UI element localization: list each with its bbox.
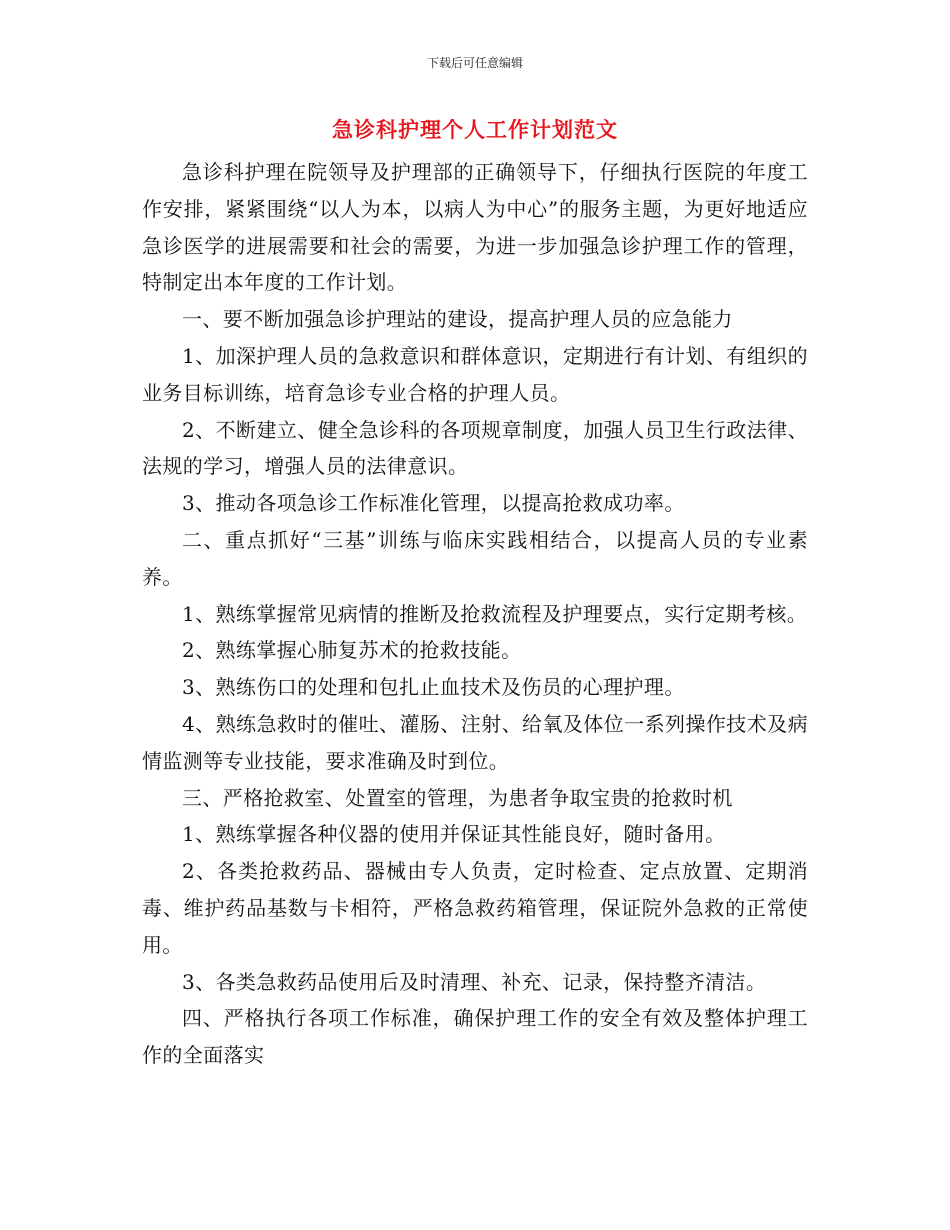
list-item: 4、熟练急救时的催吐、灌肠、注射、给氧及体位一系列操作技术及病情监测等专业技能，要求准确及时到位。 [142, 711, 808, 773]
section-heading-1: 一、要不断加强急诊护理站的建设，提高护理人员的应急能力 [182, 307, 733, 332]
section-heading-4: 四、严格执行各项工作标准，确保护理工作的安全有效及整体护理工作的全面落实 [142, 1006, 808, 1068]
document-body [142, 154, 808, 1074]
document-title: 急诊科护理个人工作计划范文 [332, 118, 618, 142]
list-item: 3、各类急救药品使用后及时清理、补充、记录，保持整齐清洁。 [182, 969, 767, 994]
list-item: 3、熟练伤口的处理和包扎止血技术及伤员的心理护理。 [182, 675, 685, 700]
list-item: 2、熟练掌握心肺复苏术的抢救技能。 [182, 638, 522, 663]
section-heading-2: 二、重点抓好“三基”训练与临床实践相结合，以提高人员的专业素养。 [142, 527, 808, 589]
paragraph-intro: 急诊科护理在院领导及护理部的正确领导下，仔细执行医院的年度工作安排，紧紧围绕“以人为本，以病人为中心”的服务主题，为更好地适应急诊医学的进展需要和社会的需要，为进一步加强急诊护理工作的管理，特制定出本年度的工作计划。 [142, 160, 808, 295]
section-heading-3: 三、严格抢救室、处置室的管理，为患者争取宝贵的抢救时机 [182, 785, 733, 810]
header-note: 下载后可任意编辑 [426, 56, 523, 70]
list-item: 2、各类抢救药品、器械由专人负责，定时检查、定点放置、定期消毒、维护药品基数与卡相符，严格急救药箱管理，保证院外急救的正常使用。 [142, 859, 808, 957]
list-item: 3、推动各项急诊工作标准化管理，以提高抢救成功率。 [182, 491, 685, 516]
list-item: 2、不断建立、健全急诊科的各项规章制度，加强人员卫生行政法律、法规的学习，增强人员的法律意识。 [142, 417, 808, 479]
list-item: 1、熟练掌握常见病情的推断及抢救流程及护理要点，实行定期考核。 [182, 601, 808, 626]
list-item: 1、熟练掌握各种仪器的使用并保证其性能良好，随时备用。 [182, 822, 726, 847]
list-item: 1、加深护理人员的急救意识和群体意识，定期进行有计划、有组织的业务目标训练，培育急诊专业合格的护理人员。 [142, 343, 808, 405]
